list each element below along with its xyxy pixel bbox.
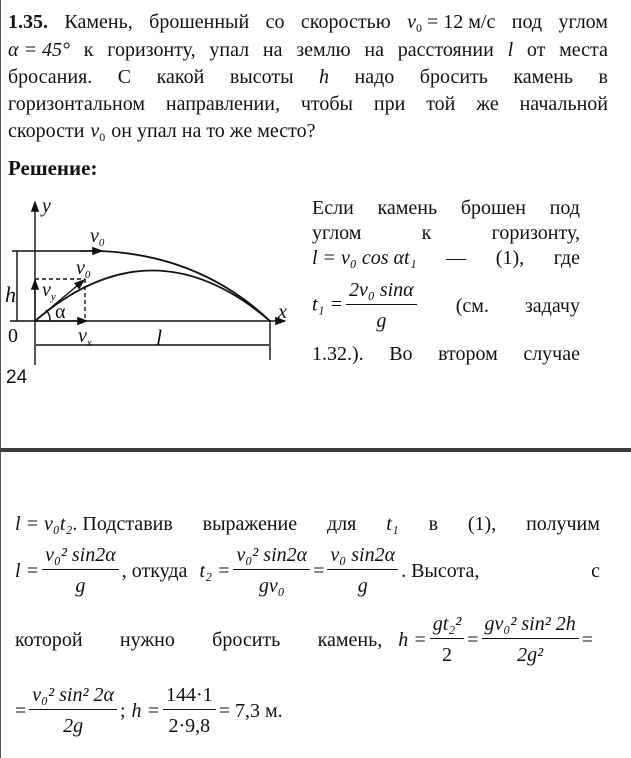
bottom-line-3: [15, 612, 593, 668]
word: на: [364, 39, 384, 61]
word: под: [511, 11, 543, 33]
word: от: [526, 39, 546, 61]
solution-heading: Решение:: [8, 156, 98, 180]
h-lhs: h =: [131, 699, 161, 722]
word: при: [373, 93, 406, 115]
word: начальной: [519, 93, 608, 115]
bottom-line-2: [15, 543, 600, 599]
alpha-label: α: [55, 301, 66, 323]
height-text: . Высота, с: [401, 559, 600, 582]
bottom-line-1: [15, 512, 600, 536]
word: скорости: [8, 120, 85, 142]
horizontal-trajectory: [100, 251, 270, 321]
l-lhs: l =: [15, 559, 40, 582]
word: скоростью: [300, 11, 391, 33]
right-line-1: [312, 196, 580, 220]
word: бросания.: [8, 66, 93, 88]
problem-line-1: [8, 10, 608, 40]
word: Если: [312, 197, 354, 219]
alpha-arc: [46, 310, 50, 321]
word: горизонтальном: [8, 93, 146, 115]
l-v0t2: l = v₀t₂. Подставив: [15, 513, 173, 535]
semicolon: ;: [119, 699, 126, 722]
l-var: l: [507, 39, 514, 61]
word: углом: [312, 222, 362, 244]
h-fraction-2: $\frac{\text{gv₀² sin² 2h}}{\text{2g²}}$: [482, 612, 579, 668]
origin-label: 0: [8, 325, 18, 347]
v0-label: $v_0$: [76, 257, 91, 281]
word: (1),: [467, 513, 497, 535]
word: углом: [558, 11, 608, 33]
word: 1.32.).: [312, 343, 364, 365]
word: в: [598, 66, 608, 88]
problem-line-3: [8, 65, 608, 89]
v0-formula: $v_0 = 12$ м/с: [407, 11, 496, 35]
numeric-fraction: $\frac{144\cdot 1}{2\cdot 9,8}$: [163, 683, 216, 739]
result: = 7,3 м.: [218, 699, 283, 722]
right-line-2: [312, 221, 580, 245]
word: упал: [209, 39, 250, 61]
h-fraction-1: $\frac{\text{gt₂²}}{2}$: [430, 612, 465, 668]
h-lhs: h =: [398, 628, 427, 651]
word: землю: [296, 39, 351, 61]
equation-ref: (1),: [495, 247, 525, 269]
word: той: [426, 93, 456, 115]
equals: =: [15, 699, 27, 722]
word: надо: [354, 66, 395, 88]
equals: =: [581, 628, 593, 651]
word: в: [428, 513, 439, 535]
left-border: [0, 0, 1, 758]
word: какой: [156, 66, 205, 88]
h-label: h: [5, 282, 16, 307]
problem-line-5: [8, 119, 316, 149]
x-label: x: [278, 301, 287, 323]
word: Камень,: [64, 11, 133, 33]
word: горизонту,: [107, 39, 196, 61]
word: получим: [526, 513, 600, 535]
h-fraction-3: $\frac{\text{v₀² sin² 2α}}{2g}$: [29, 683, 117, 739]
y-label: y: [42, 195, 51, 217]
l-formula: l = v₀ cos αt₁: [312, 247, 417, 269]
word: для: [326, 513, 357, 535]
word: к: [421, 222, 432, 244]
word: горизонту,: [491, 222, 580, 244]
t1-var: t₁: [386, 513, 399, 535]
word: выражение: [202, 513, 298, 535]
word: чтобы: [300, 93, 353, 115]
word: бросить: [419, 66, 488, 88]
range-fraction: $\frac{\text{v₀² sin2α}}{g}$: [42, 543, 119, 599]
page-separator: [0, 448, 631, 452]
equals: =: [313, 559, 325, 582]
text: которой нужно бросить камень,: [15, 628, 383, 651]
alpha-formula: α = 45°: [8, 39, 70, 61]
dash: —: [446, 247, 467, 269]
v0-var: $v_0$: [90, 120, 106, 144]
t2-fraction-2: $\frac{\text{v₀ sin2α}}{g}$: [327, 543, 398, 599]
word: расстоянии: [397, 39, 494, 61]
t1-formula-line: [312, 278, 580, 334]
word: где: [553, 247, 580, 269]
word: камень: [377, 197, 438, 219]
word: случае: [523, 343, 580, 365]
vx-label: $v_x$: [78, 325, 92, 349]
word: С: [117, 66, 132, 88]
equals: =: [467, 628, 479, 651]
word: направлении,: [165, 93, 280, 115]
word: задачу: [524, 294, 580, 317]
h-var: h: [319, 66, 329, 88]
word: высоты: [229, 66, 294, 88]
right-line-5: [312, 342, 580, 366]
v0-top-label: $v_0$: [90, 225, 105, 249]
trajectory-diagram: [0, 190, 300, 370]
word: под: [549, 197, 580, 219]
problem-line-4: [8, 92, 608, 116]
angled-trajectory: [35, 271, 270, 322]
text: он упал на то же место?: [111, 120, 316, 142]
word: Во: [389, 343, 413, 365]
word: втором: [438, 343, 498, 365]
t2-lhs: t₂ =: [199, 559, 231, 582]
page-number: 24: [6, 367, 28, 388]
t2-fraction-1: $\frac{\text{v₀² sin2α}}{\text{gv₀}}$: [233, 543, 310, 599]
bottom-line-4: [15, 683, 283, 739]
word: брошенный: [149, 11, 250, 33]
word: камень: [513, 66, 574, 88]
word: со: [265, 11, 285, 33]
vy-label: $v_y$: [42, 279, 56, 303]
word: (см.: [455, 294, 489, 317]
word: же: [476, 93, 499, 115]
right-line-3: [312, 246, 580, 270]
word: на: [262, 39, 283, 61]
problem-number: 1.35.: [8, 11, 48, 33]
word: к: [83, 39, 94, 61]
problem-line-2: [8, 38, 608, 62]
l-label: l: [156, 325, 163, 350]
word: брошен: [460, 197, 526, 219]
t1-formula: t₁ = $\frac{\text{2v₀ sinα}}{g}$: [312, 278, 420, 334]
text: , откуда: [121, 559, 188, 582]
word: места: [559, 39, 608, 61]
